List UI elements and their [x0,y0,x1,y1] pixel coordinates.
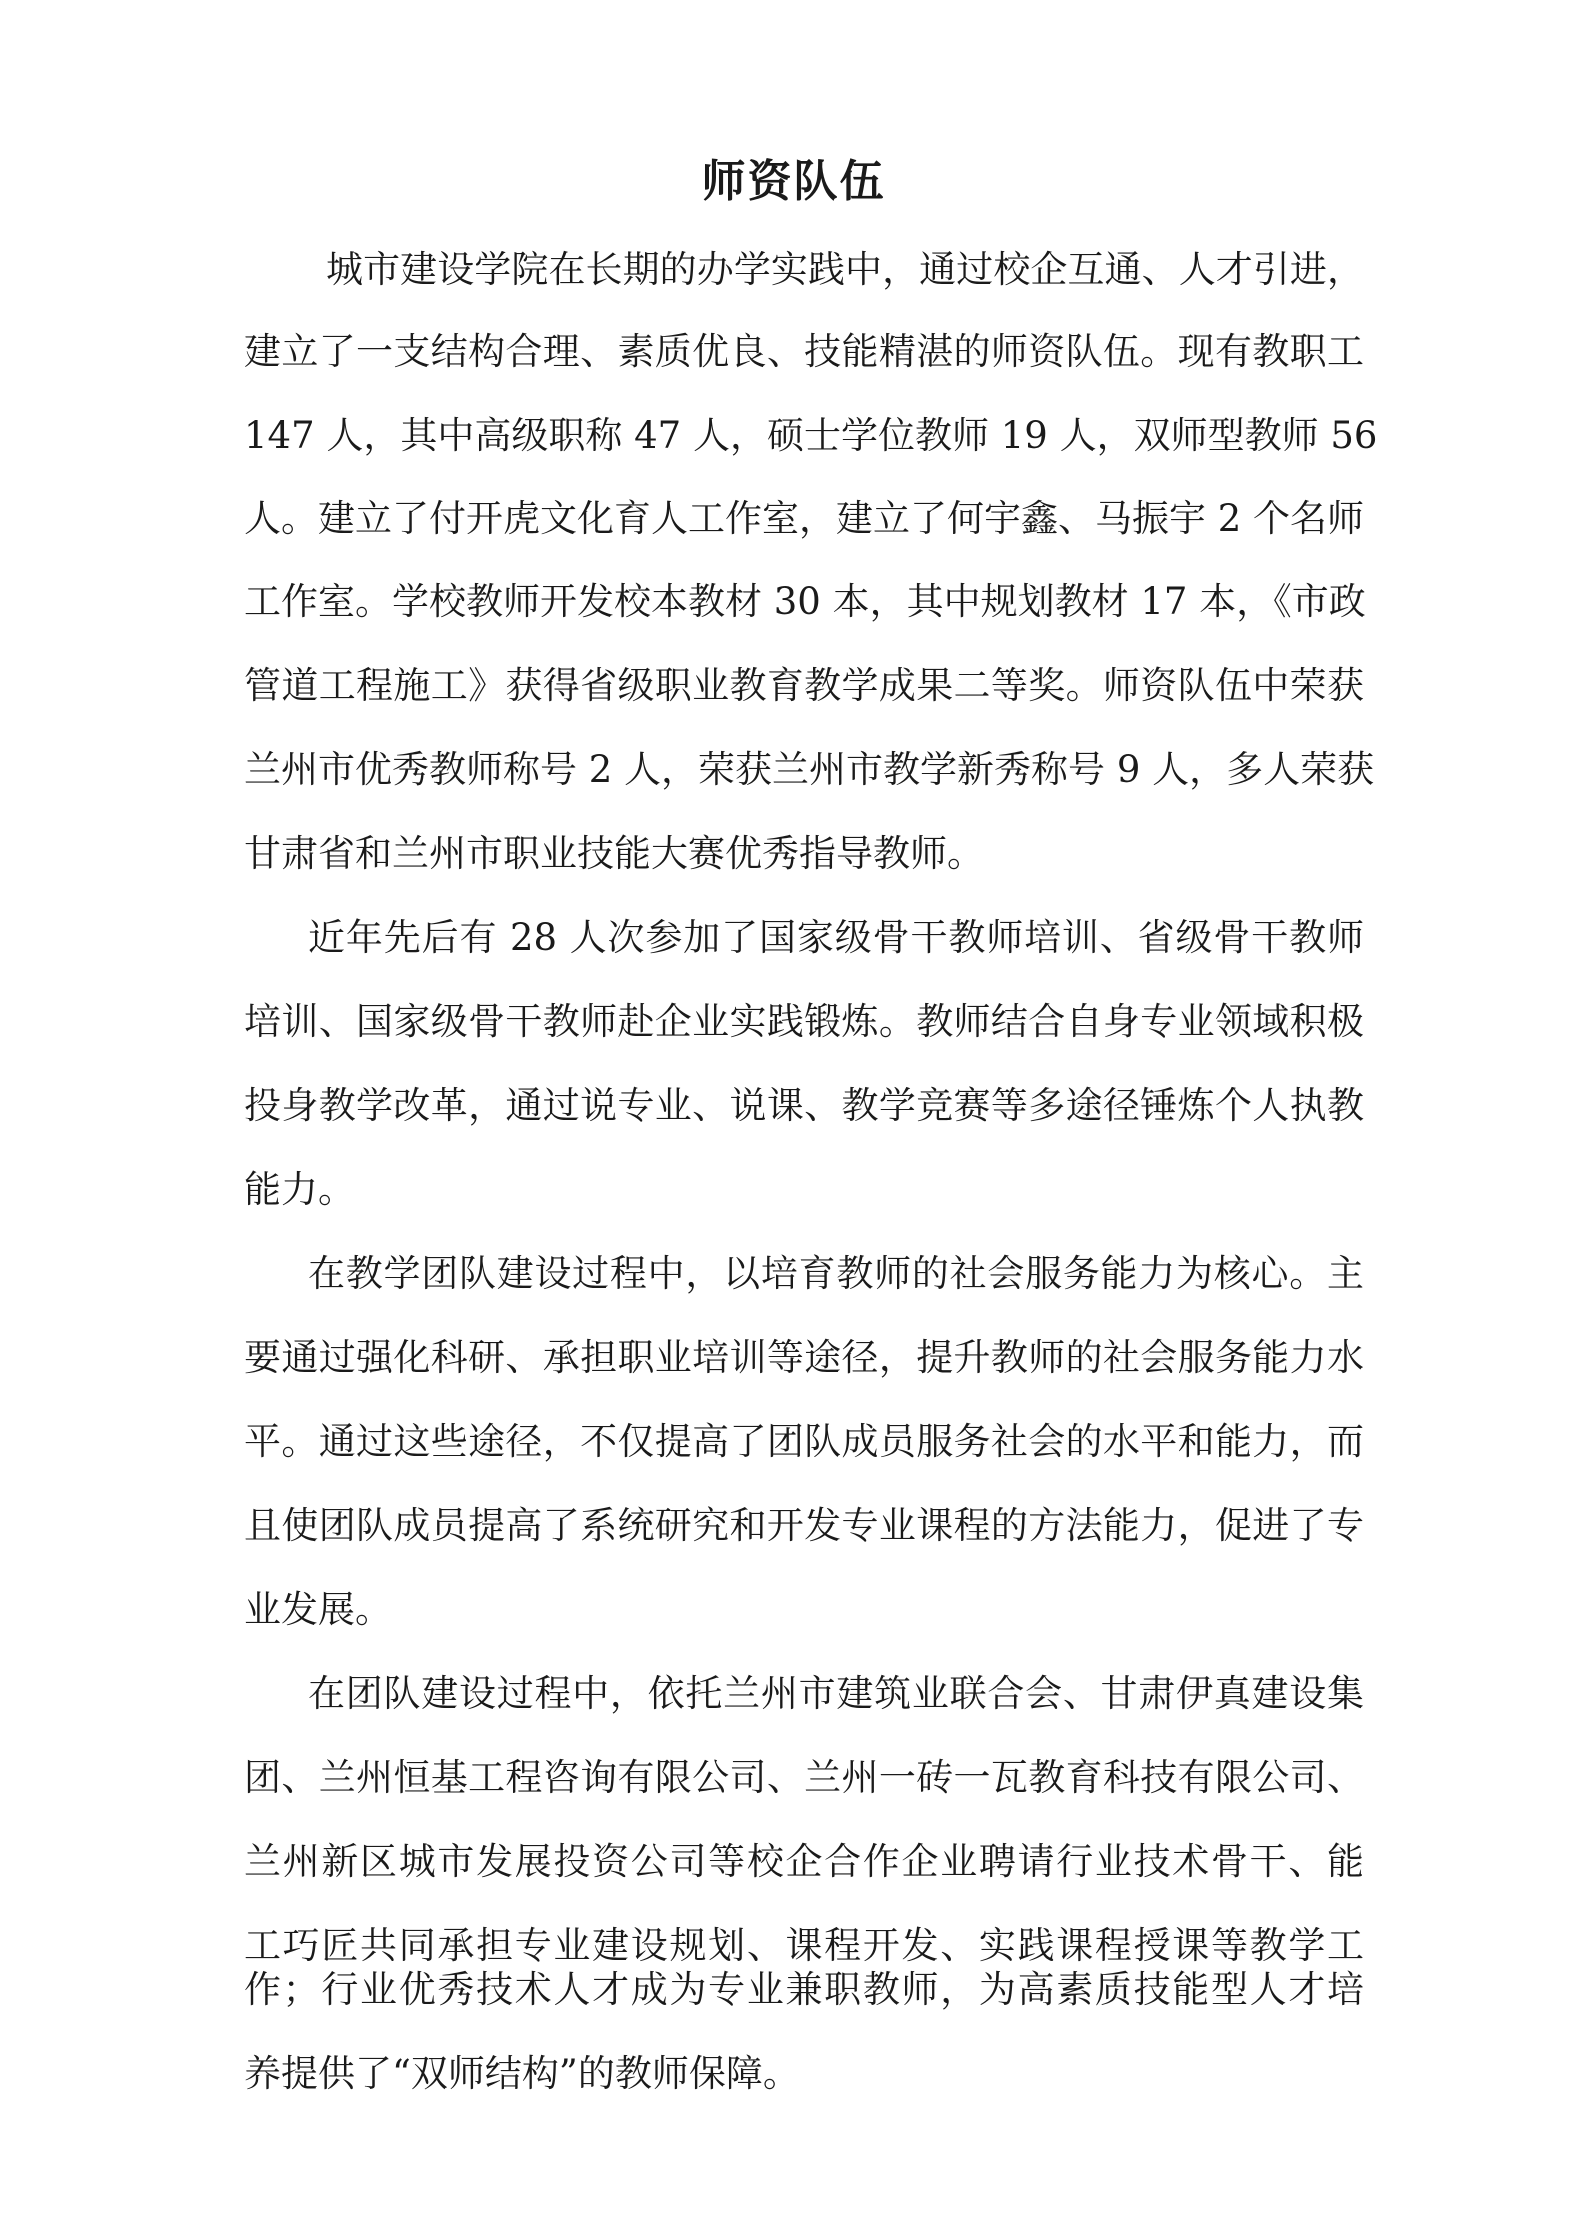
paragraph-line: 投身教学改革，通过说专业、说课、教学竞赛等多途径锤炼个人执教 [244,1084,1364,1127]
paragraph-line: 能力。 [244,1168,355,1211]
paragraph-line: 在教学团队建设过程中，以培育教师的社会服务能力为核心。主 [308,1252,1364,1295]
paragraph-line: 甘肃省和兰州市职业技能大赛优秀指导教师。 [244,832,984,875]
paragraph-line: 建立了一支结构合理、素质优良、技能精湛的师资队伍。现有教职工 [244,330,1364,373]
paragraph-line: 培训、国家级骨干教师赴企业实践锻炼。教师结合自身专业领域积极 [244,1000,1364,1043]
paragraph-line: 管道工程施工》获得省级职业教育教学成果二等奖。师资队伍中荣获 [244,664,1364,707]
paragraph-line: 近年先后有 28 人次参加了国家级骨干教师培训、省级骨干教师 [308,916,1364,959]
paragraph-line: 且使团队成员提高了系统研究和开发专业课程的方法能力，促进了专 [244,1504,1364,1547]
paragraph-line: 城市建设学院在长期的办学实践中，通过校企互通、人才引进， [326,248,1364,291]
paragraph-line: 人。建立了付开虎文化育人工作室，建立了何宇鑫、马振宇 2 个名师 [244,497,1365,540]
paragraph-line: 平。通过这些途径，不仅提高了团队成员服务社会的水平和能力，而 [244,1420,1364,1463]
paragraph-line: 兰州市优秀教师称号 2 人，荣获兰州市教学新秀称号 9 人，多人荣获 [244,748,1375,791]
paragraph-line: 业发展。 [244,1588,392,1631]
paragraph-line: 工巧匠共同承担专业建设规划、课程开发、实践课程授课等教学工 [244,1924,1364,1967]
page-title: 师资队伍 [701,156,886,207]
paragraph-line: 养提供了“双师结构”的教师保障。 [244,2052,800,2095]
paragraph-line: 作；行业优秀技术人才成为专业兼职教师，为高素质技能型人才培 [244,1968,1364,2011]
paragraph-line: 兰州新区城市发展投资公司等校企合作企业聘请行业技术骨干、能 [244,1840,1364,1883]
paragraph-line: 147 人，其中高级职称 47 人，硕士学位教师 19 人，双师型教师 56 [244,414,1378,457]
paragraph-line: 要通过强化科研、承担职业培训等途径，提升教师的社会服务能力水 [244,1336,1364,1379]
paragraph-line: 在团队建设过程中，依托兰州市建筑业联合会、甘肃伊真建设集 [308,1672,1364,1715]
paragraph-line: 团、兰州恒基工程咨询有限公司、兰州一砖一瓦教育科技有限公司、 [244,1756,1364,1799]
paragraph-line: 工作室。学校教师开发校本教材 30 本，其中规划教材 17 本，《市政 [244,580,1366,623]
